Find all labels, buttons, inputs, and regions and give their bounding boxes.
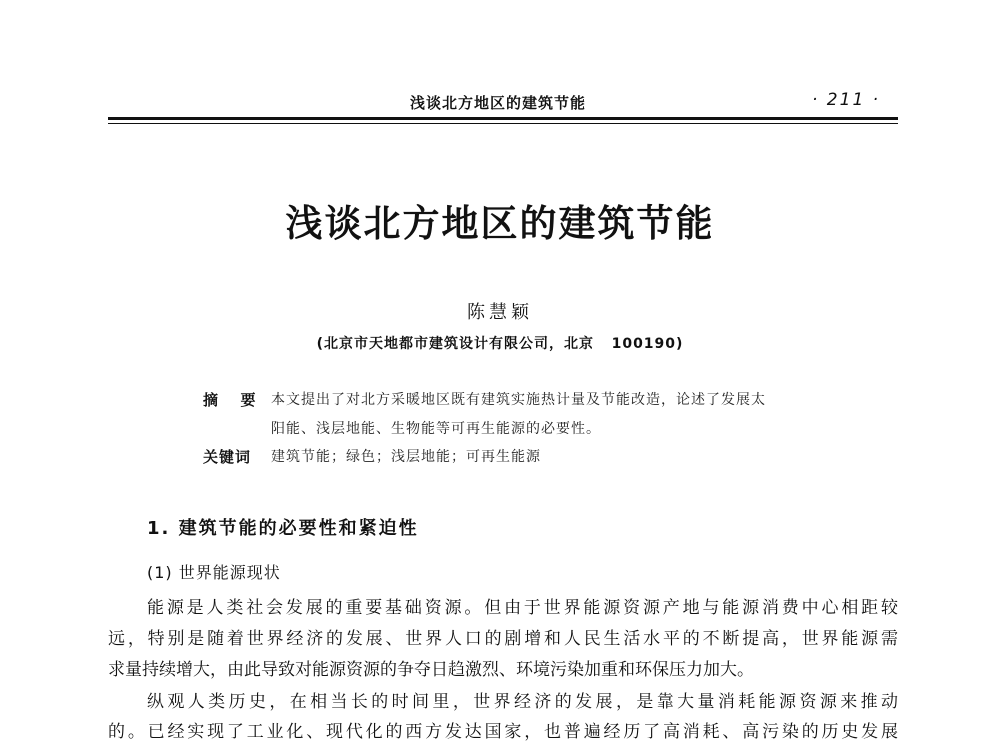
abstract-label: 摘 要 — [203, 391, 260, 409]
keywords-text: 建筑节能；绿色；浅层地能；可再生能源 — [271, 449, 541, 465]
abstract-line: 阳能、浅层地能、生物能等可再生能源的必要性。 — [271, 421, 601, 437]
author-affiliation: (北京市天地都市建筑设计有限公司，北京 100190) — [316, 336, 684, 352]
body-line: 远，特别是随着世界经济的发展、世界人口的剧增和人民生活水平的不断提高，世界能源需 — [108, 629, 898, 649]
keywords-label: 关键词 — [203, 448, 252, 466]
body-line: 的。已经实现了工业化、现代化的西方发达国家，也普遍经历了高消耗、高污染的历史发展 — [108, 722, 898, 742]
header-rule-thin — [108, 123, 898, 124]
page-number: · 211 · — [812, 90, 881, 110]
section-heading: 1. 建筑节能的必要性和紧迫性 — [147, 518, 419, 539]
running-title: 浅谈北方地区的建筑节能 — [410, 94, 587, 112]
header-rule-thick — [108, 117, 898, 120]
abstract-line: 本文提出了对北方采暖地区既有建筑实施热计量及节能改造，论述了发展太 — [271, 392, 766, 408]
author-name: 陈慧颖 — [467, 302, 533, 323]
article-title: 浅谈北方地区的建筑节能 — [285, 201, 715, 245]
body-line: 能源是人类社会发展的重要基础资源。但由于世界能源资源产地与能源消费中心相距较 — [147, 598, 898, 618]
body-line: 求量持续增大，由此导致对能源资源的争夺日趋激烈、环境污染加重和环保压力加大。 — [108, 660, 754, 680]
body-line: 纵观人类历史，在相当长的时间里，世界经济的发展，是靠大量消耗能源资源来推动 — [147, 692, 898, 712]
subsection-heading: (1) 世界能源现状 — [147, 563, 281, 582]
